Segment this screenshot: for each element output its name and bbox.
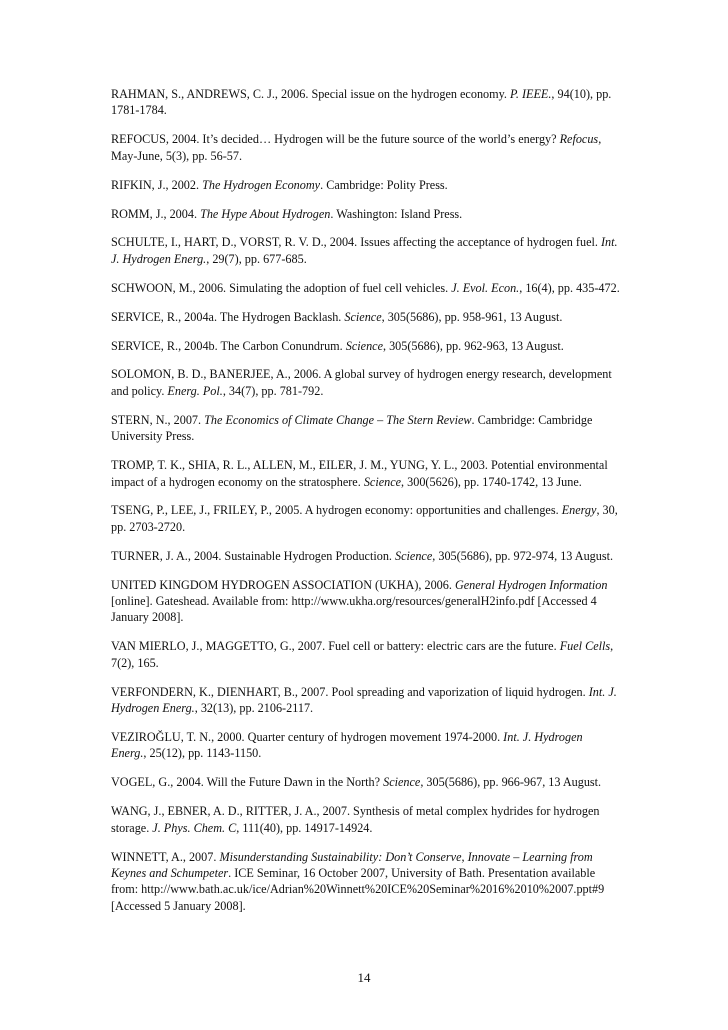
reference-entry	[111, 338, 621, 354]
reference-text: VOGEL, G., 2004. Will the Future Dawn in the North?	[111, 775, 384, 790]
reference-italic-text: J. Evol. Econ.	[451, 280, 520, 295]
reference-entry	[111, 131, 621, 164]
reference-text: . ICE Seminar, 16 October 2007, University of Bath. Presentation available from: http://www.bath.ac.uk/ice/Adrian%20Winnett%20ICE%20Seminar%2016%2010%2007.ppt#9 [Accessed 5 January 2008].	[111, 865, 605, 913]
reference-text: . Cambridge: Cambridge University Press.	[111, 412, 593, 444]
reference-entry	[111, 309, 621, 325]
reference-text: , 305(5686), pp. 958-961, 13 August.	[381, 309, 563, 324]
reference-entry	[111, 412, 621, 445]
reference-text: TROMP, T. K., SHIA, R. L., ALLEN, M., EILER, J. M., YUNG, Y. L., 2003. Potential environmental impact of a hydrogen economy on the stratosphere.	[111, 458, 608, 489]
reference-entry	[111, 502, 621, 535]
reference-entry	[111, 729, 621, 762]
reference-text: STERN, N., 2007.	[111, 412, 205, 427]
reference-text: , 32(13), pp. 2106-2117.	[194, 701, 314, 716]
reference-text: , 29(7), pp. 677-685.	[206, 251, 307, 266]
reference-italic-text: Science	[345, 338, 383, 353]
reference-italic-text: Misunderstanding Sustainability: Don’t Conserve, Innovate – Learning from Keynes and Schumpeter	[111, 849, 593, 880]
reference-entry	[111, 803, 621, 836]
reference-italic-text: Science	[344, 309, 382, 324]
reference-italic-text: Refocus	[559, 132, 599, 147]
reference-text: WINNETT, A., 2007.	[111, 849, 220, 864]
reference-entry	[111, 548, 621, 564]
reference-text: , 111(40), pp. 14917-14924.	[236, 820, 373, 835]
reference-italic-text: Science	[383, 775, 421, 790]
reference-entry	[111, 86, 621, 119]
reference-italic-text: The Hydrogen Economy	[202, 177, 321, 192]
reference-text: VAN MIERLO, J., MAGGETTO, G., 2007. Fuel cell or battery: electric cars are the future.	[111, 639, 560, 654]
reference-entry	[111, 280, 621, 296]
reference-text: SERVICE, R., 2004b. The Carbon Conundrum.	[111, 338, 346, 353]
reference-italic-text: Science	[363, 474, 402, 489]
reference-text: UNITED KINGDOM HYDROGEN ASSOCIATION (UKHA), 2006.	[111, 577, 455, 592]
reference-text: TSENG, P., LEE, J., FRILEY, P., 2005. A hydrogen economy: opportunities and challenges.	[111, 503, 562, 518]
reference-list	[111, 86, 621, 927]
reference-text: , 305(5686), pp. 966-967, 13 August.	[420, 775, 602, 790]
reference-text: SCHWOON, M., 2006. Simulating the adoption of fuel cell vehicles.	[111, 280, 452, 295]
reference-italic-text: Fuel Cells	[559, 639, 611, 654]
reference-text: , 305(5686), pp. 962-963, 13 August.	[382, 338, 564, 353]
reference-text: , 7(2), 165.	[111, 639, 614, 670]
reference-italic-text: Energ. Pol.	[167, 383, 223, 398]
reference-text: , 94(10), pp. 1781-1784.	[111, 87, 612, 118]
reference-entry	[111, 457, 621, 490]
reference-italic-text: General Hydrogen Information	[454, 577, 608, 592]
reference-italic-text: The Hype About Hydrogen	[200, 206, 331, 221]
reference-text: TURNER, J. A., 2004. Sustainable Hydrogen Production.	[111, 548, 396, 563]
reference-entry	[111, 774, 621, 790]
reference-entry	[111, 638, 621, 671]
reference-text: SOLOMON, B. D., BANERJEE, A., 2006. A global survey of hydrogen energy research, development and policy.	[111, 367, 612, 398]
reference-text: WANG, J., EBNER, A. D., RITTER, J. A., 2007. Synthesis of metal complex hydrides for hydrogen storage.	[111, 804, 600, 835]
reference-entry	[111, 177, 621, 193]
reference-italic-text: Int. J. Hydrogen Energ.	[111, 684, 617, 716]
reference-italic-text: J. Phys. Chem. C	[152, 820, 237, 835]
reference-text: RAHMAN, S., ANDREWS, C. J., 2006. Special issue on the hydrogen economy.	[111, 87, 511, 101]
reference-entry	[111, 849, 621, 915]
reference-italic-text: Int. J. Hydrogen Energ.	[111, 235, 618, 266]
reference-text: , 30, pp. 2703-2720.	[111, 503, 618, 534]
reference-italic-text: P. IEEE.	[510, 87, 552, 101]
reference-text: [online]. Gateshead. Available from: http://www.ukha.org/resources/generalH2info.pdf [Accessed 4 January 2008].	[111, 594, 597, 625]
page-number: 14	[357, 970, 371, 985]
reference-entry	[111, 234, 621, 267]
reference-text: ROMM, J., 2004.	[111, 206, 201, 221]
reference-entry	[111, 577, 621, 626]
reference-italic-text: The Economics of Climate Change – The Stern Review	[204, 412, 472, 427]
reference-italic-text: Science	[395, 548, 433, 563]
reference-text: VEZIROĞLU, T. N., 2000. Quarter century of hydrogen movement 1974-2000.	[111, 729, 504, 744]
reference-text: , 34(7), pp. 781-792.	[222, 383, 324, 398]
reference-text: . Washington: Island Press.	[330, 206, 463, 221]
reference-text: SCHULTE, I., HART, D., VORST, R. V. D., 2004. Issues affecting the acceptance of hydrogen fuel.	[111, 235, 601, 250]
reference-text: , 16(4), pp. 435-472.	[519, 280, 620, 295]
reference-entry	[111, 206, 621, 222]
reference-italic-text: Int. J. Hydrogen Energ.	[111, 729, 583, 761]
reference-text: , 300(5626), pp. 1740-1742, 13 June.	[401, 474, 582, 489]
reference-entry	[111, 366, 621, 399]
reference-entry	[111, 684, 621, 717]
reference-text: VERFONDERN, K., DIENHART, B., 2007. Pool spreading and vaporization of liquid hydrogen.	[111, 684, 589, 699]
reference-text: , 25(12), pp. 1143-1150.	[143, 746, 262, 761]
reference-text: , 305(5686), pp. 972-974, 13 August.	[432, 548, 614, 563]
reference-text: . Cambridge: Polity Press.	[320, 177, 448, 192]
reference-text: REFOCUS, 2004. It’s decided… Hydrogen will be the future source of the world’s energy?	[111, 132, 560, 147]
reference-text: RIFKIN, J., 2002.	[111, 177, 203, 192]
reference-italic-text: Energy	[561, 503, 597, 518]
reference-text: SERVICE, R., 2004a. The Hydrogen Backlash.	[111, 309, 345, 324]
reference-text: , May-June, 5(3), pp. 56-57.	[111, 132, 602, 163]
